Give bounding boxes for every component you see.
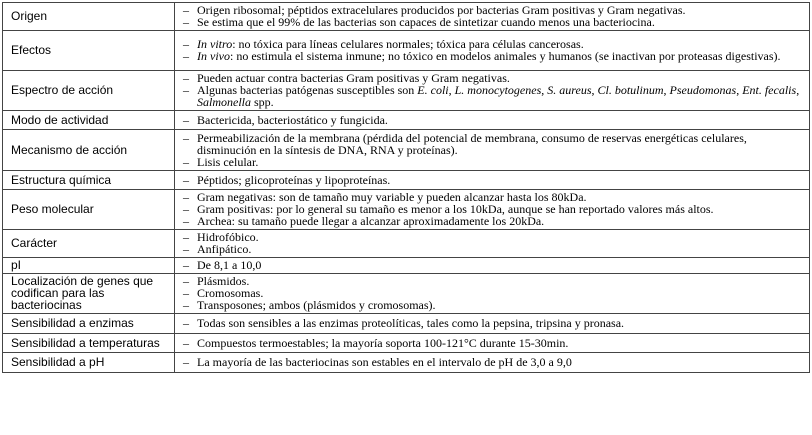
row-label: Estructura química (3, 171, 175, 190)
table-row (3, 230, 810, 258)
row-content (175, 190, 810, 230)
item-text (197, 132, 805, 156)
table-row (3, 3, 810, 31)
row-content (175, 71, 810, 111)
text-segment: La mayoría de las bacteriocinas son estables en el intervalo de pH de 3,0 a 9,0 (197, 355, 572, 369)
table-row (3, 31, 810, 71)
item-text (197, 243, 805, 255)
row-label: Peso molecular (3, 190, 175, 230)
list-item (183, 132, 805, 156)
italic-term: In vitro (197, 37, 233, 51)
italic-term: Ent. fecalis (742, 83, 797, 97)
bullet-dash: – (183, 214, 189, 228)
bullet-dash: – (183, 15, 189, 29)
list-item (183, 114, 805, 126)
row-label: Origen (3, 3, 175, 31)
list-item (183, 16, 805, 28)
table-row (3, 71, 810, 111)
list-item (183, 243, 805, 255)
italic-term: E. coli (417, 83, 449, 97)
text-segment: , (541, 83, 548, 97)
bullet-dash: – (183, 112, 189, 127)
text-segment: Compuestos termoestables; la mayoría soporta 100-121°C durante 15-30min. (197, 335, 569, 350)
row-label: Sensibilidad a pH (3, 353, 175, 373)
text-segment: Transposones; ambos (plásmidos y cromosomas). (197, 298, 436, 312)
item-text (197, 259, 805, 271)
item-text (197, 156, 805, 168)
row-content (175, 334, 810, 353)
item-text (197, 50, 805, 62)
row-label: Modo de actividad (3, 111, 175, 130)
table-row (3, 130, 810, 171)
text-segment: Pueden actuar contra bacterias Gram positivas y Gram negativas. (197, 71, 510, 85)
list-item (183, 299, 805, 311)
bullet-dash: – (183, 130, 189, 145)
row-content (175, 274, 810, 314)
text-segment: Bactericida, bacteriostático y fungicida. (197, 112, 388, 127)
item-text (197, 16, 805, 28)
table-row (3, 274, 810, 314)
list-item (183, 156, 805, 168)
italic-term: Cl. botulinum (597, 83, 664, 97)
text-segment: , (448, 83, 455, 97)
row-content (175, 31, 810, 71)
bullet-dash: – (183, 154, 189, 169)
bullet-dash: – (183, 286, 189, 300)
bullet-dash: – (183, 335, 189, 350)
row-label: pI (3, 258, 175, 274)
item-text (197, 275, 805, 287)
list-item (183, 337, 805, 349)
row-content (175, 3, 810, 31)
text-segment: , (663, 83, 670, 97)
text-segment: Origen ribosomal; péptidos extracelulares producidos por bacterias Gram positivas y Gram negativas. (197, 3, 686, 17)
list-item (183, 275, 805, 287)
bullet-dash: – (183, 190, 189, 204)
bullet-dash: – (183, 258, 189, 272)
item-text (197, 356, 805, 368)
list-item (183, 215, 805, 227)
item-text (197, 337, 805, 349)
text-segment: Se estima que el 99% de las bacterias son capaces de sintetizar cuando menos una bacteriocina. (197, 15, 655, 29)
bullet-dash: – (183, 202, 189, 216)
text-segment: , (736, 83, 743, 97)
row-content (175, 314, 810, 334)
text-segment: Todas son sensibles a las enzimas proteolíticas, tales como la pepsina, tripsina y pronasa. (197, 316, 625, 330)
text-segment: Cromosomas. (197, 286, 264, 300)
list-item (183, 174, 805, 186)
item-text (197, 317, 805, 329)
text-segment: : no tóxica para líneas celulares normales; tóxica para células cancerosas. (232, 37, 584, 51)
text-segment: Archea: su tamaño puede llegar a alcanzar aproximadamente los 20kDa. (197, 214, 545, 228)
text-segment: , (591, 83, 598, 97)
table-row (3, 353, 810, 373)
list-item (183, 50, 805, 62)
list-item (183, 231, 805, 243)
text-segment: Hidrofóbico. (197, 230, 259, 244)
row-label: Localización de genes que codifican para las bacteriocinas (3, 274, 175, 314)
text-segment: Gram negativas: son de tamaño muy variable y pueden alcanzar hasta los 80kDa. (197, 190, 587, 204)
row-label: Sensibilidad a enzimas (3, 314, 175, 334)
item-text (197, 231, 805, 243)
item-text (197, 215, 805, 227)
text-segment: Permeabilización de la membrana (pérdida del potencial de membrana, consumo de reservas energéticas celulares, disminución en la síntesis de DNA, RNA y proteínas). (197, 130, 747, 157)
italic-term: In vivo (197, 49, 230, 63)
row-label: Sensibilidad a temperaturas (3, 334, 175, 353)
bullet-dash: – (183, 71, 189, 85)
text-segment: : no estimula el sistema inmune; no tóxico en modelos animales y humanos (se inactivan por proteasas digestivas). (229, 49, 781, 63)
list-item (183, 259, 805, 271)
table-row (3, 111, 810, 130)
italic-term: S. aureus (547, 83, 592, 97)
bullet-dash: – (183, 316, 189, 330)
list-item (183, 356, 805, 368)
list-item (183, 317, 805, 329)
text-segment: Péptidos; glicoproteínas y lipoproteínas. (197, 172, 391, 187)
row-label: Espectro de acción (3, 71, 175, 111)
text-segment: Anfipático. (197, 242, 252, 256)
bullet-dash: – (183, 172, 189, 187)
bullet-dash: – (183, 274, 189, 288)
item-text (197, 299, 805, 311)
bullet-dash: – (183, 298, 189, 312)
item-text (197, 84, 805, 108)
bullet-dash: – (183, 230, 189, 244)
bullet-dash: – (183, 49, 189, 63)
bullet-dash: – (183, 3, 189, 17)
row-label: Efectos (3, 31, 175, 71)
properties-table (2, 2, 810, 373)
table-row (3, 258, 810, 274)
row-content (175, 353, 810, 373)
row-content (175, 230, 810, 258)
row-content (175, 130, 810, 171)
row-label: Mecanismo de acción (3, 130, 175, 171)
item-text (197, 114, 805, 126)
row-content (175, 111, 810, 130)
row-content (175, 171, 810, 190)
bullet-dash: – (183, 37, 189, 51)
text-segment: Plásmidos. (197, 274, 250, 288)
bullet-dash: – (183, 355, 189, 369)
list-item (183, 84, 805, 108)
table-row (3, 190, 810, 230)
item-text (197, 174, 805, 186)
table-row (3, 314, 810, 334)
row-content (175, 258, 810, 274)
bullet-dash: – (183, 242, 189, 256)
italic-term: L. monocytogenes (454, 83, 542, 97)
text-segment: Lisis celular. (197, 154, 259, 169)
text-segment: De 8,1 a 10,0 (197, 258, 262, 272)
italic-term: Pseudomonas (669, 83, 737, 97)
text-segment: , (796, 83, 800, 97)
text-segment: spp. (251, 95, 274, 109)
bullet-dash: – (183, 83, 189, 97)
table-row (3, 171, 810, 190)
row-label: Carácter (3, 230, 175, 258)
text-segment: Gram positivas: por lo general su tamaño es menor a los 10kDa, aunque se han reportado valores más altos. (197, 202, 714, 216)
table-row (3, 334, 810, 353)
italic-term: Salmonella (197, 95, 251, 109)
properties-table-body (3, 3, 810, 373)
text-segment: Algunas bacterias patógenas susceptibles son (197, 83, 418, 97)
